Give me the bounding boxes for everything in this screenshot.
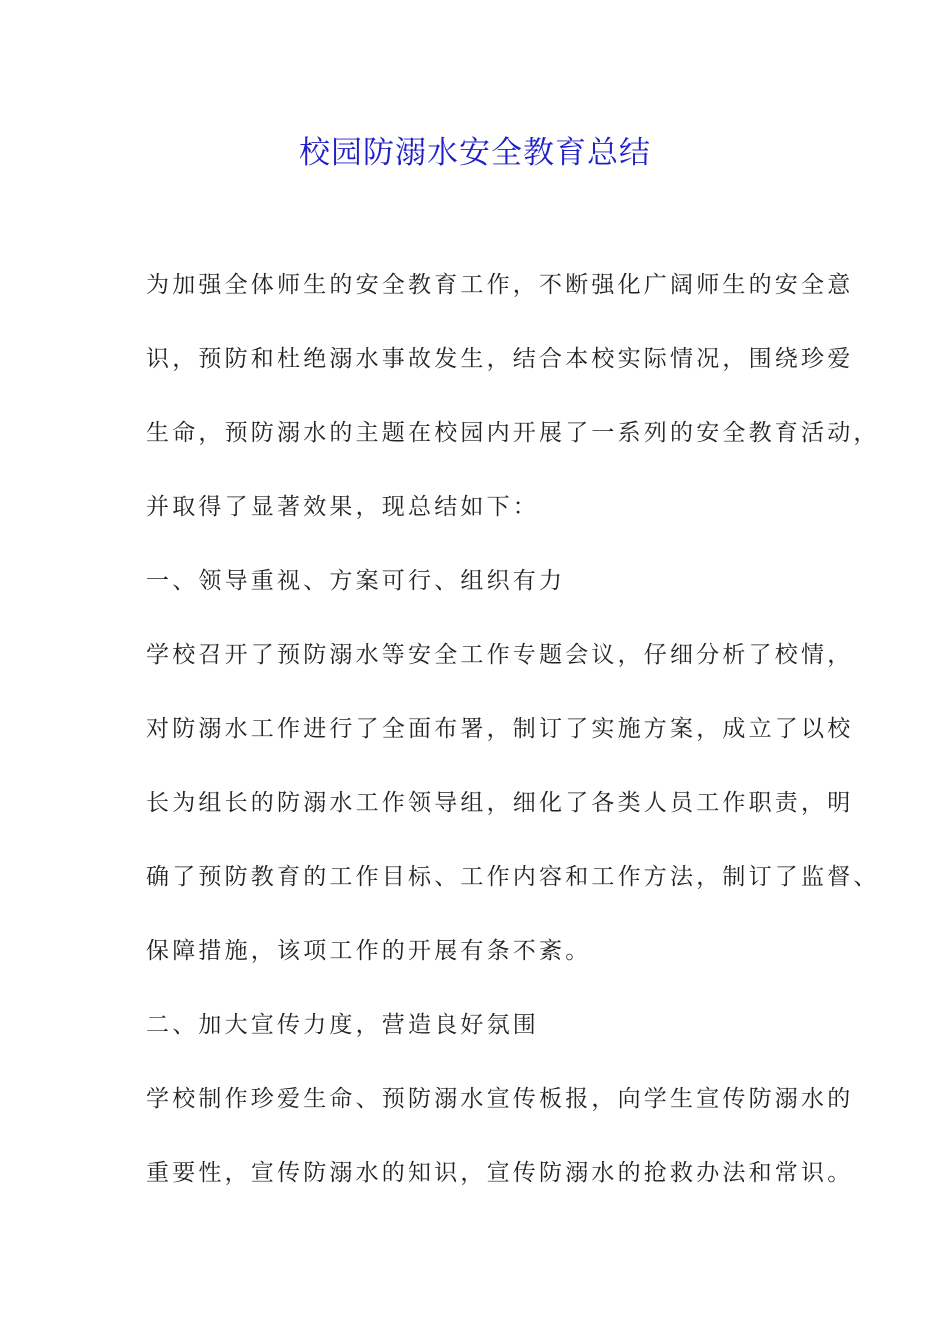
paragraph-line: 学校制作珍爱生命、预防溺水宣传板报，向学生宣传防溺水的 xyxy=(146,1086,854,1112)
paragraph-line: 生命，预防溺水的主题在校园内开展了一系列的安全教育活动， xyxy=(146,420,880,446)
paragraph-line: 学校召开了预防溺水等安全工作专题会议，仔细分析了校情， xyxy=(146,642,854,668)
paragraph-line: 为加强全体师生的安全教育工作，不断强化广阔师生的安全意 xyxy=(146,272,854,298)
paragraph-line: 并取得了显著效果，现总结如下： xyxy=(146,494,539,520)
document-title: 校园防溺水安全教育总结 xyxy=(299,135,651,171)
section-heading: 一、领导重视、方案可行、组织有力 xyxy=(146,568,566,594)
section-heading: 二、加大宣传力度，营造良好氛围 xyxy=(146,1012,539,1038)
paragraph-line: 对防溺水工作进行了全面布署，制订了实施方案，成立了以校 xyxy=(146,716,854,742)
paragraph-line: 长为组长的防溺水工作领导组，细化了各类人员工作职责，明 xyxy=(146,790,854,816)
paragraph-line: 重要性，宣传防溺水的知识，宣传防溺水的抢救办法和常识。 xyxy=(146,1160,854,1186)
document-body xyxy=(146,265,880,1227)
paragraph-line: 保障措施，该项工作的开展有条不紊。 xyxy=(146,938,592,964)
paragraph-line: 识，预防和杜绝溺水事故发生，结合本校实际情况，围绕珍爱 xyxy=(146,346,854,372)
paragraph-line: 确了预防教育的工作目标、工作内容和工作方法，制订了监督、 xyxy=(146,864,880,890)
